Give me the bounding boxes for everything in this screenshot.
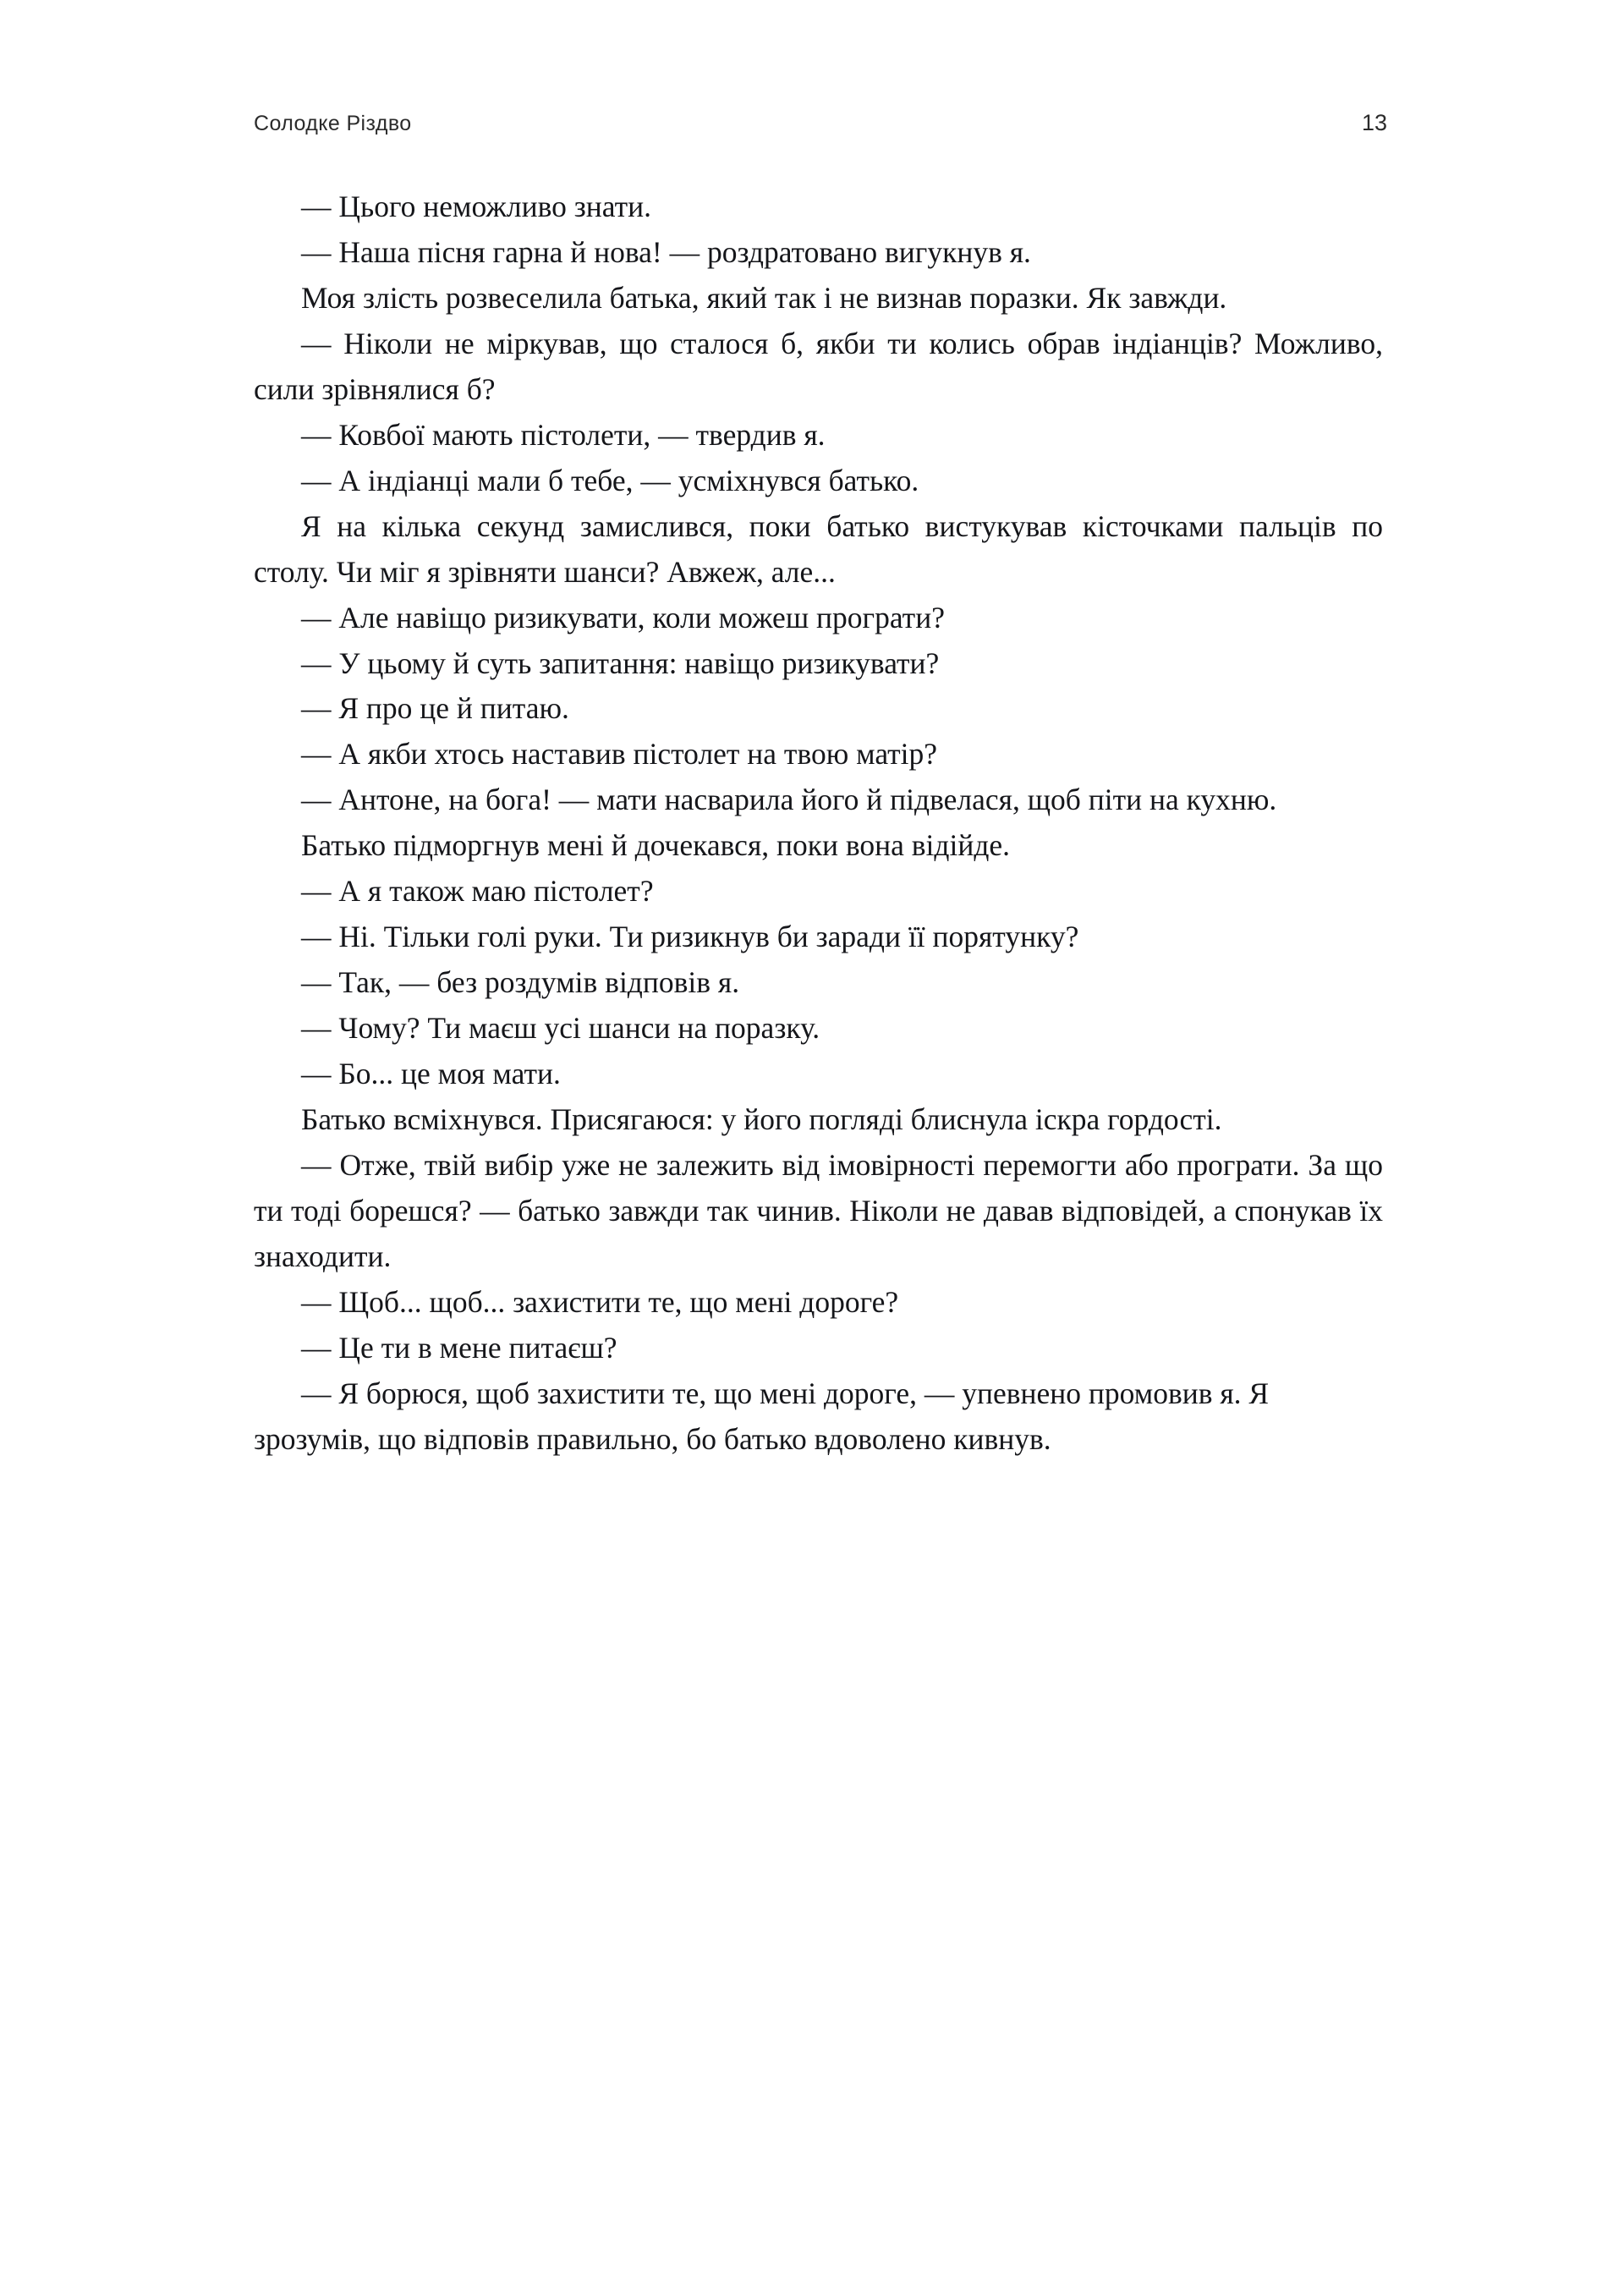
paragraph: — А якби хтось наставив пістолет на твою матір? <box>301 737 938 772</box>
paragraph: — Це ти в мене питаєш? <box>301 1330 617 1365</box>
paragraph: — Ковбої мають пістолети, — твердив я. <box>301 417 826 452</box>
paragraph: — У цьому й суть запитання: навіщо ризикувати? <box>301 645 940 680</box>
paragraph: — А я також маю пістолет? <box>301 874 654 909</box>
page-body <box>254 184 1383 1463</box>
page-header <box>254 110 1387 136</box>
page-number: 13 <box>1361 110 1387 135</box>
running-title: Солодке Різдво <box>254 112 412 135</box>
paragraph: — Ні. Тільки голі руки. Ти ризикнув би заради її порятунку? <box>301 920 1079 954</box>
paragraph: — Чому? Ти маєш усі шанси на поразку. <box>301 1011 820 1046</box>
paragraph: Я на кілька секунд замислився, поки батько вистукував кісточками пальців по столу. Чи міг я зрівняти шанси? Авжеж, але... <box>254 508 1383 589</box>
paragraph: — Цього неможливо знати. <box>301 190 651 223</box>
paragraph: Моя злість розвеселила батька, який так і не визнав поразки. Як завжди. <box>301 280 1227 315</box>
paragraph: — Отже, твій вибір уже не залежить від імовірності перемогти або програти. За що ти тоді борешся? — батько завжди так чинив. Ніколи не давав відповідей, а спонукав їх знаходити. <box>254 1148 1383 1273</box>
paragraph: — Бо... це моя мати. <box>301 1057 561 1091</box>
paragraph: Батько підморгнув мені й дочекався, поки вона відійде. <box>301 828 1011 863</box>
paragraph: — Я борюся, щоб захистити те, що мені дороге, — упевнено промовив я. Я зрозумів, що відповів правильно, бо батько вдоволено кивнув. <box>254 1376 1270 1456</box>
paragraph: — Але навіщо ризикувати, коли можеш програти? <box>301 600 945 634</box>
paragraph: — Ніколи не міркував, що сталося б, якби ти колись обрав індіанців? Можливо, сили зрівнялися б? <box>254 326 1383 406</box>
paragraph: — Щоб... щоб... захистити те, що мені дороге? <box>301 1284 899 1319</box>
paragraph: — А індіанці мали б тебе, — усміхнувся батько. <box>301 463 919 497</box>
paragraph: — Антоне, на бога! — мати насварила його й підвелася, щоб піти на кухню. <box>301 783 1277 817</box>
paragraph: — Так, — без роздумів відповів я. <box>301 965 740 1000</box>
paragraph: Батько всміхнувся. Присягаюся: у його погляді блиснула іскра гордості. <box>301 1102 1222 1137</box>
paragraph: — Я про це й питаю. <box>301 691 569 726</box>
paragraph: — Наша пісня гарна й нова! — роздратовано вигукнув я. <box>301 234 1031 269</box>
